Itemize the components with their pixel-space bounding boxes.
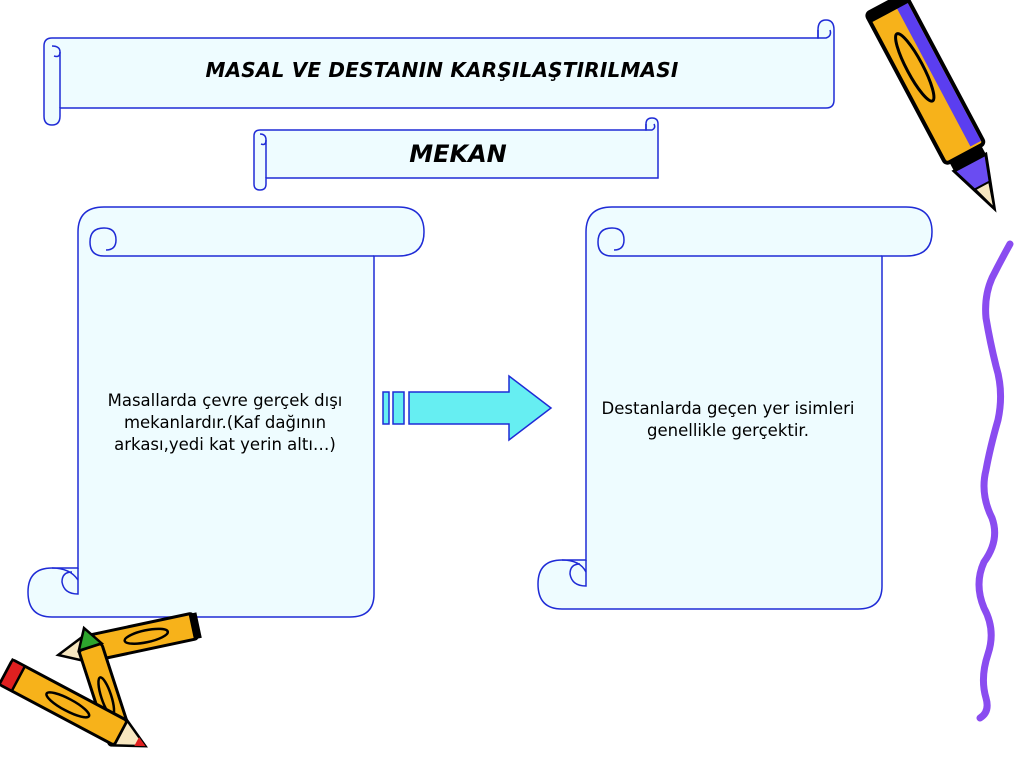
section-title: MEKAN <box>409 140 507 168</box>
page-title: MASAL VE DESTANIN KARŞILAŞTIRILMASI <box>205 58 679 82</box>
left-scroll-line: mekanlardır.(Kaf dağının <box>123 413 327 432</box>
right-arrow-icon <box>383 376 551 440</box>
squiggle-line <box>979 244 1010 718</box>
pencil-icon-large <box>866 0 1014 219</box>
left-scroll-line: arkası,yedi kat yerin altı…) <box>114 435 336 454</box>
right-scroll-text <box>578 398 878 442</box>
right-scroll-line: genellikle gerçektir. <box>647 421 809 440</box>
left-scroll-line: Masallarda çevre gerçek dışı <box>107 391 343 410</box>
right-scroll-line: Destanlarda geçen yer isimleri <box>601 399 855 418</box>
crossed-pencils-icon <box>0 612 202 758</box>
left-scroll-text <box>80 390 370 456</box>
